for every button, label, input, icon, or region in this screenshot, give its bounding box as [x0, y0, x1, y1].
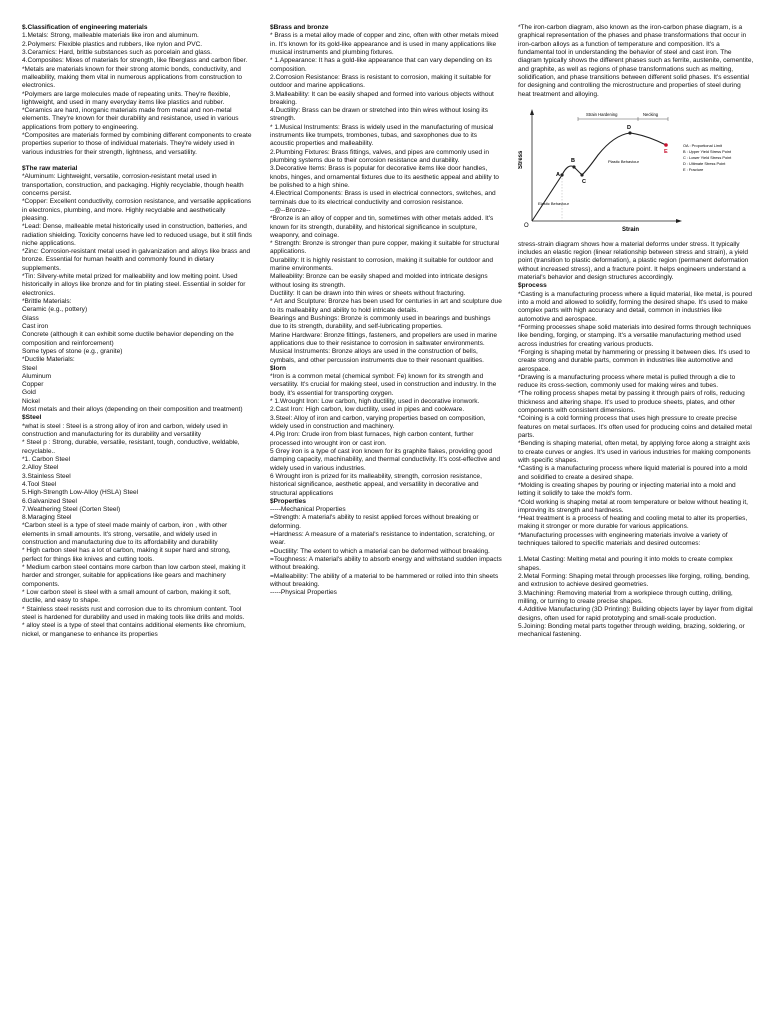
- text-line: *Bending is shaping material, often metal, by applying force along a straight axis to create curves or angles. It's used in various industries for making components with specific shapes.: [518, 440, 751, 464]
- text-line: *Forging is shaping metal by hammering or pressing it between dies. It's used to create strong and durable parts, common in industries like automotive and aerospace.: [518, 348, 750, 373]
- text-line: * Stainless steel resists rust and corrosion due to its chromium content. Tool steel is hardened for durability and used in making tools like drills and molds.: [22, 605, 245, 621]
- text-line: Glass: [22, 314, 39, 322]
- text-line: Malleability: Bronze can be easily shaped and molded into intricate designs without losing its strength.: [270, 273, 488, 289]
- text-line: *what is steel : Steel is a strong alloy of iron and carbon, widely used in construction and manufacturing for its durability and versatility: [22, 422, 228, 438]
- text-line: 4.Composites: Mixes of materials for strength, like fiberglass and carbon fiber.: [22, 57, 248, 65]
- text-line: * alloy steel is a type of steel that contains additional elements like chromium, nickel, or manganese to enhance its properties: [22, 622, 246, 638]
- text-line: * High carbon steel has a lot of carbon, making it super hard and strong, perfect for things like knives and cutting tools.: [22, 547, 231, 563]
- text-line: 3.Stainless Steel: [22, 472, 71, 480]
- text-line: *Casting is a manufacturing process where a liquid material, like metal, is poured into a mold and allowed to solidify, forming the desired shape. It's used to make complex parts with high accuracy and detail, common in industries like automotive and aerospace.: [518, 290, 752, 323]
- text-line: 4.Ductility: Brass can be drawn or stretched into thin wires without losing its strength.: [270, 107, 488, 123]
- section-heading: $The raw material: [22, 165, 78, 172]
- text-line: *Bronze is an alloy of copper and tin, sometimes with other metals added. It's known for its strength, durability, and historical significance in sculpture, weaponry, and coinage.: [270, 215, 494, 239]
- iron-carbon-section: [518, 24, 754, 99]
- text-line: 3.Malleability: It can be easily shaped and formed into various objects without breaking.: [270, 90, 494, 106]
- text-line: *Coining is a cold forming process that uses high pressure to create precise features on metal surfaces. It's often used for producing coins and detailed metal parts.: [518, 415, 752, 439]
- legend-item: E : Fracture: [683, 166, 704, 172]
- section-heading: $Properties: [270, 497, 307, 505]
- text-line: Concrete (although it can exhibit some ductile behavior depending on the composition and reinforcement): [22, 331, 234, 347]
- text-line: 1.Metal Casting: Melting metal and pouring it into molds to create complex shapes.: [518, 556, 733, 572]
- text-line: 3.Ceramics: Hard, brittle substances such as porcelain and glass.: [22, 48, 212, 56]
- text-line: Most metals and their alloys (depending on their composition and treatment): [22, 406, 243, 414]
- text-line: Ductility: It can be drawn into thin wires or sheets without fracturing.: [270, 290, 466, 297]
- text-line: *Composites are materials formed by combining different components to create properties superior to those of individual materials. They're widely used in various industries for their strength, lightness, and versatility.: [22, 132, 252, 156]
- text-line: 4.Tool Steel: [22, 480, 57, 488]
- text-line: =Ductility: The extent to which a material can be deformed without breaking.: [270, 547, 490, 555]
- text-line: * 1.Wrought Iron: Low carbon, high ductility, used in decorative ironwork.: [270, 398, 480, 406]
- text-line: Gold: [22, 389, 36, 397]
- text-line: =Strength: A material's ability to resist applied forces without breaking or deforming.: [270, 514, 479, 530]
- text-line: Copper: [22, 381, 44, 389]
- text-line: * Art and Sculpture: Bronze has been used for centuries in art and sculpture due to its malleability and ability to hold intricate details.: [270, 298, 502, 314]
- section-heading: $Steel: [22, 414, 42, 422]
- section-heading: $Brass and bronze: [270, 24, 329, 31]
- legend-item: B : Upper Yield Stress Point: [683, 148, 732, 154]
- text-line: *Molding is creating shapes by pouring or injecting material into a mold and letting it solidify to take the mold's form.: [518, 481, 736, 498]
- text-line: Nickel: [22, 397, 40, 405]
- text-line: * Strength: Bronze is stronger than pure copper, making it suitable for structural applications.: [270, 240, 500, 256]
- text-line: *The rolling process shapes metal by passing it through pairs of rolls, reducing thickness and altering shape. It's used to produce sheets, plates, and other components with consistent dimensions.: [518, 390, 745, 415]
- plastic-behaviour-label: Plastic Behaviour: [608, 158, 639, 164]
- blank-line: [518, 548, 754, 556]
- text-line: * Brass is a metal alloy made of copper and zinc, often with other metals mixed in. It's known for its gold-like appearance and is used in many applications like musical instruments and plumbing fixtures.: [270, 32, 499, 56]
- text-line: stress-strain diagram shows how a material deforms under stress. It typically includes an elastic region (linear relationship between stress and strain), a yield point (transition to plastic deformation), a plastic region (permanent deformation without increased stress), and a fracture point. It helps engineers understand a material's behavior and design structures accordingly.: [518, 240, 749, 282]
- legend-item: OA : Proportional Limit: [683, 142, 722, 148]
- text-line: * 1.Musical Instruments: Brass is widely used in the manufacturing of musical instruments like trumpets, trombones, tubas, and saxophones due to its acoustic properties and malleability.: [270, 123, 494, 148]
- x-axis-arrow: [676, 219, 682, 223]
- text-line: Durability: It is highly resistant to corrosion, making it suitable for outdoor and marine environments.: [270, 256, 494, 273]
- text-line: --@--Bronze--: [270, 206, 311, 214]
- text-line: 2.Alloy Steel: [22, 464, 59, 472]
- point-label-a: A: [556, 171, 560, 178]
- text-line: Musical Instruments: Bronze alloys are used in the construction of bells, cymbals, and other percussion instruments due to their resonant qualities.: [270, 348, 484, 364]
- text-line: Cast iron: [22, 322, 49, 330]
- text-line: -----Mechanical Properties: [270, 506, 346, 514]
- point-e-marker: [664, 143, 668, 147]
- text-line: 2.Metal Forming: Shaping metal through processes like forging, rolling, bending, and extrusion to achieve desired geometries.: [518, 573, 750, 589]
- text-line: *Carbon steel is a type of steel made mainly of carbon, iron , with other elements in small amounts. It's strong, versatile, and widely used in construction and manufacturing due to its affordability and durability: [22, 522, 228, 547]
- text-line: 8.Maraging Steel: [22, 514, 72, 522]
- text-line: *1. Carbon Steel: [22, 455, 71, 463]
- process-section: [518, 241, 754, 640]
- text-line: Steel: [22, 364, 37, 372]
- text-line: Some types of stone (e.g., granite): [22, 347, 123, 355]
- text-line: Marine Hardware: Bronze fittings, fasteners, and propellers are used in marine applications due to their resistance to corrosion in saltwater environments.: [270, 331, 498, 347]
- text-line: *Lead: Dense, malleable metal historically used in construction, batteries, and radiation shielding. Toxicity concerns have led to reduced usage, but it still finds niche applications.: [22, 223, 252, 247]
- text-line: 2.Plumbing Fixtures: Brass fittings, valves, and pipes are commonly used in plumbing systems due to their corrosion resistance and durability.: [270, 148, 490, 164]
- text-line: 2.Polymers: Flexible plastics and rubbers, like nylon and PVC.: [22, 40, 203, 48]
- text-line: 1.Metals: Strong, malleable materials like iron and aluminum.: [22, 32, 199, 40]
- text-line: *Manufacturing processes with engineering materials involve a variety of techniques tailored to specific materials and desired outcomes:: [518, 531, 728, 548]
- text-line: 5.Joining: Bonding metal parts together through welding, brazing, soldering, or mechanical fastening.: [518, 622, 745, 639]
- text-line: Bearings and Bushings: Bronze is commonly used in bearings and bushings due to its strength, durability, and self-lubricating properties.: [270, 314, 491, 331]
- text-line: *Tin: Silvery-white metal prized for malleability and low melting point. Used historically in alloys like bronze and for tin plating steel. Essential in solder for electronics.: [22, 273, 246, 297]
- stress-strain-diagram: [518, 105, 754, 235]
- text-line: *Polymers are large molecules made of repeating units. They're flexible, lightweight, and used in many everyday items like plastics and rubber.: [22, 90, 231, 106]
- column-right: [518, 24, 754, 1020]
- text-line: *Ductile Materials:: [22, 356, 75, 364]
- section-heading: $.Classification of engineering materials: [22, 24, 148, 31]
- point-d-marker: [628, 131, 631, 134]
- text-line: *Cold working is shaping metal at room temperature or below without heating it, improving its strength and hardness.: [518, 498, 748, 514]
- column-middle: [270, 24, 502, 1020]
- text-line: *Heat treatment is a process of heating and cooling metal to alter its properties, making it stronger or more durable for various applications.: [518, 515, 748, 531]
- text-line: =Hardness: A measure of a material's resistance to indentation, scratching, or wear.: [270, 531, 495, 547]
- origin-label: O: [524, 222, 529, 229]
- text-line: 6 Wrought iron is prized for its malleability, strength, corrosion resistance, historical significance, aesthetic appeal, and versatility in decorative and structural applications: [270, 472, 482, 497]
- legend: [683, 143, 732, 172]
- text-line: =Toughness: A material's ability to absorb energy and withstand sudden impacts without breaking.: [270, 556, 502, 572]
- point-label-b: B: [571, 157, 575, 164]
- text-line: =Malleability: The ability of a material to be hammered or rolled into thin sheets without breaking.: [270, 572, 499, 588]
- text-line: * Steel p : Strong, durable, versatile, resistant, tough, conductive, weldable, recyclable..: [22, 439, 240, 455]
- text-line: 3.Machining: Removing material from a workpiece through cutting, drilling, milling, or turning to create precise shapes.: [518, 589, 733, 605]
- text-line: 7.Weathering Steel (Corten Steel): [22, 505, 121, 513]
- text-line: 2.Cast Iron: High carbon, low ductility, used in pipes and cookware.: [270, 406, 465, 414]
- text-line: 3.Decorative Items: Brass is popular for decorative items like door handles, knobs, hinges, and ornamental fixtures due to its aesthetic appeal and ability to be polished to a high shine.: [270, 165, 499, 189]
- region-label-strain-hardening: Strain Hardening: [586, 111, 618, 117]
- x-axis-label: Strain: [622, 226, 640, 233]
- section-heading: $Iorn: [270, 364, 287, 372]
- text-line: 2.Corrosion Resistance: Brass is resistant to corrosion, making it suitable for outdoor and marine applications.: [270, 73, 492, 90]
- text-line: *Forming processes shape solid materials into desired forms through techniques like bending, forging, or stamping. It's a versatile manufacturing method used across industries for creating various products.: [518, 323, 751, 348]
- text-line: *Brittle Materials:: [22, 298, 72, 305]
- point-label-e: E: [664, 148, 668, 155]
- text-line: * Medium carbon steel contains more carbon than low carbon steel, making it harder and stronger, suitable for applications like gears and machinery components.: [22, 564, 246, 588]
- text-line: 5 Grey iron is a type of cast iron known for its graphite flakes, providing good damping capacity, machinability, and thermal conductivity. It's cost-effective and widely used in various industries.: [270, 447, 501, 472]
- text-line: *Iron is a common metal (chemical symbol: Fe) known for its strength and versatility. It's crucial for making steel, used in construction and industry. In the body, it's essential for transporting oxygen.: [270, 373, 497, 397]
- point-a-marker: [560, 173, 563, 176]
- legend-item: C : Lower Yield Stress Point: [683, 154, 732, 160]
- text-line: *Zinc: Corrosion-resistant metal used in galvanization and alloys like brass and bronze. Essential for human health and commonly found in dietary supplements.: [22, 248, 251, 272]
- point-label-d: D: [627, 124, 631, 131]
- text-line: 3.Steel: Alloy of iron and carbon, varying properties based on composition, widely used in construction and machinery.: [270, 414, 486, 430]
- point-c-marker: [580, 173, 583, 176]
- column-left: [22, 24, 252, 1020]
- text-line: 4.Pig Iron: Crude iron from blast furnaces, high carbon content, further processed into wrought iron or cast iron.: [270, 431, 474, 447]
- text-line: Ceramic (e.g., pottery): [22, 306, 88, 314]
- text-line: *The iron-carbon diagram, also known as the iron-carbon phase diagram, is a graphical representation of the phases and phase transformations that occur in iron-carbon alloys as a function of temperature and composition. It's a fundamental tool in understanding the behavior of steel and cast iron. The diagram typically shows the different phases such as ferrite, austenite, cementite, and graphite, as well as regions of phase transformations such as melting, solidification, and phase transitions between different solid phases. It's essential for designing and controlling the microstructure and properties of steel during heat treatment and alloying.: [518, 24, 754, 98]
- text-line: *Drawing is a manufacturing process where metal is pulled through a die to reduce its cross-section, commonly used for making wires and tubes.: [518, 373, 736, 390]
- text-line: *Aluminum: Lightweight, versatile, corrosion-resistant metal used in transportation, construction, and packaging. Highly recyclable, though health concerns persist.: [22, 173, 244, 197]
- y-axis-arrow: [530, 109, 534, 115]
- text-line: 4.Additive Manufacturing (3D Printing): Building objects layer by layer from digital designs, often used for rapid prototyping and small-scale production.: [518, 606, 753, 622]
- text-line: 5.High-Strength Low-Alloy (HSLA) Steel: [22, 489, 139, 497]
- region-label-necking: Necking: [643, 111, 659, 117]
- y-axis-label: Stress: [518, 150, 524, 169]
- text-line: Aluminum: [22, 372, 52, 380]
- section-heading: $process: [518, 282, 547, 290]
- text-line: *Ceramics are hard, inorganic materials made from metal and non-metal elements. They're known for their durability and resistance, used in various applications from pottery to engineering.: [22, 107, 239, 131]
- blank-line: [22, 157, 252, 165]
- text-line: *Casting is a manufacturing process where liquid material is poured into a mold and solidified to create a desired shape.: [518, 465, 748, 481]
- text-line: * Low carbon steel is steel with a small amount of carbon, making it soft, ductile, and easy to shape.: [22, 588, 231, 605]
- text-line: *Metals are materials known for their strong atomic bonds, conductivity, and malleability, making them vital in numerous applications from construction to electronics.: [22, 65, 243, 90]
- elastic-behaviour-label: Elastic Behaviour: [538, 200, 569, 206]
- text-line: *Copper: Excellent conductivity, corrosion resistance, and versatile applications in electronics, plumbing, and more. Highly recyclable and aesthetically pleasing.: [22, 198, 252, 222]
- point-label-c: C: [582, 178, 586, 185]
- text-line: * 1.Appearance: It has a gold-like appearance that can vary depending on its composition.: [270, 57, 493, 73]
- stress-strain-figure: [518, 105, 754, 235]
- text-line: 4.Electrical Components: Brass is used in electrical connectors, switches, and terminals due to its electrical conductivity and corrosion resistance.: [270, 190, 496, 206]
- legend-item: D : Ultimate Stress Point: [683, 160, 726, 166]
- text-line: 6.Galvanized Steel: [22, 497, 77, 505]
- point-b-marker: [572, 165, 575, 168]
- stress-strain-curve: [532, 133, 666, 221]
- text-line: -----Physical Properties: [270, 589, 337, 597]
